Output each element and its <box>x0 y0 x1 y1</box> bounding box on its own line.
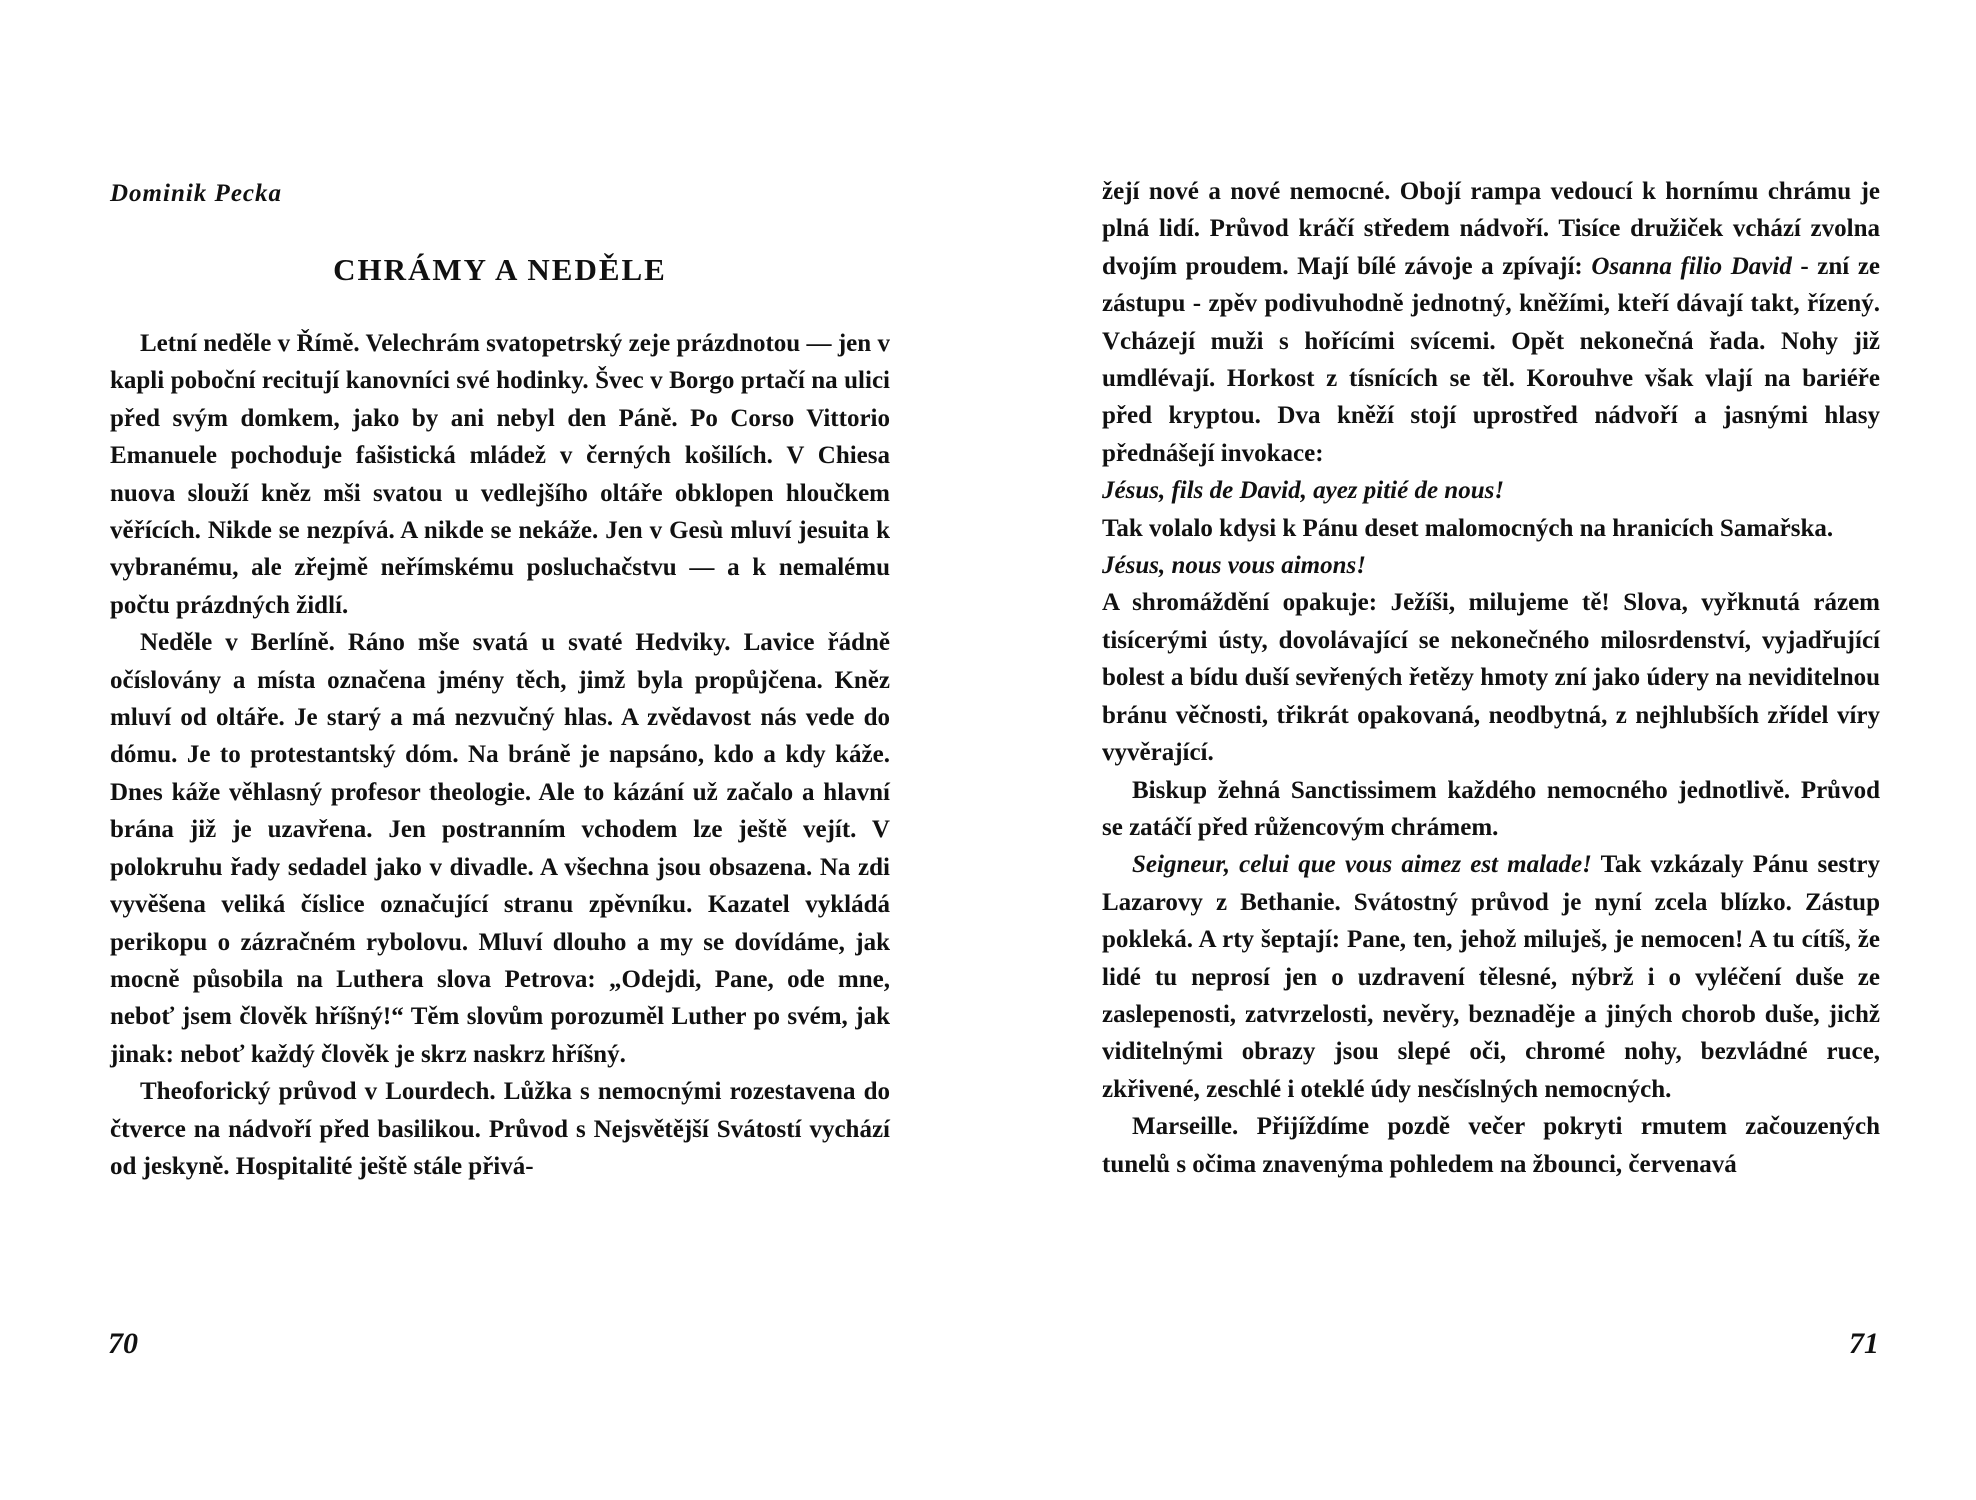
paragraph: A shromáždění opakuje: Ježíši, milujeme tě! Slova, vyřknutá rázem tisícerými ústy, dovolávající se nekonečného milosrdenství, vyjadřující bolest a bídu duší sevřených řetězy hmoty zní jako údery na neviditelnou bránu věčnosti, třikrát opakovaná, neodbytná, z nejhlubších zřídel víry vyvěrající. <box>1102 589 1880 767</box>
left-text-block <box>110 325 890 1185</box>
invocation: Jésus, nous vous aimons! <box>1102 552 1366 580</box>
paragraph <box>1102 173 1880 472</box>
latin-chant: Osanna filio David <box>1591 252 1792 280</box>
quote-italic: Seigneur, celui que vous aimez est malade! <box>1132 851 1592 879</box>
text-run: Tak vzkázaly Pánu sestry Lazarovy z Bethanie. Svátostný průvod je nyní zcela blízko. Zástup pokleká. A rty šeptají: Pane, ten, jehož miluješ, je nemocen! A tu cítíš, že lidé tu neprosí jen o uzdravení tělesné, nýbrž i o vyléčení duše ze zaslepenosti, zatvrzelosti, nevěry, beznaděje a jiných chorob duše, jichž viditelnými obrazy jsou slepé oči, chromé nohy, bezvládné ruce, zkřivené, zeschlé i oteklé údy nesčíslných nemocných. <box>1102 851 1880 1103</box>
page-number: 70 <box>108 1327 138 1360</box>
right-text-block <box>1102 173 1880 1183</box>
right-page <box>988 0 1976 1500</box>
page-number: 71 <box>1849 1327 1879 1360</box>
paragraph <box>1102 846 1880 1108</box>
paragraph: Marseille. Přijíždíme pozdě večer pokryti rmutem začouzených tunelů s očima znavenýma pohledem na žbounci, červenavá <box>1102 1113 1880 1178</box>
paragraph: Letní neděle v Římě. Velechrám svatopetrský zeje prázdnotou — jen v kapli poboční recitují kanovníci své hodinky. Švec v Borgo prtačí na ulici před svým domkem, jako by ani nebyl den Páně. Po Corso Vittorio Emanuele pochoduje fašistická mládež v černých košilích. V Chiesa nuova slouží kněz mši svatou u vedlejšího oltáře obklopen hloučkem věřících. Nikde se nezpívá. A nikde se nekáže. Jen v Gesù mluví jesuita k vybranému, ale zřejmě neřímskému posluchačstvu — a k nemalému počtu prázdných židlí. <box>110 330 890 619</box>
paragraph: Biskup žehná Sanctissimem každého nemocného jednotlivě. Průvod se zatáčí před růžencovým chrámem. <box>1102 776 1880 841</box>
text-run: - zní ze zástupu - zpěv podivuhodně jednotný, kněžími, kteří dávají takt, řízený. Vcházejí muži s hořícími svícemi. Opět nekonečná řada. Nohy již umdlévají. Horkost z tísnících se těl. Korouhve však vlají na bariéře před kryptou. Dva kněží stojí uprostřed nádvoří a jasnými hlasy přednášejí invokace: <box>1102 252 1881 467</box>
running-head-author: Dominik Pecka <box>110 180 283 207</box>
text-run: žejí nové a nové nemocné. Obojí rampa vedoucí k hornímu chrámu je plná lidí. Průvod kráčí středem nádvoří. Tisíce družiček vchází zvolna dvojím proudem. Mají bílé závoje a zpívají: <box>1102 178 1880 280</box>
paragraph: Theoforický průvod v Lourdech. Lůžka s nemocnými rozestavena do čtverce na nádvoří před basilikou. Průvod s Nejsvětější Svátostí vychází od jeskyně. Hospitalité ještě stále přivá- <box>110 1078 890 1180</box>
paragraph: Tak volalo kdysi k Pánu deset malomocných na hranicích Samařska. <box>1102 514 1834 542</box>
paragraph: Neděle v Berlíně. Ráno mše svatá u svaté Hedviky. Lavice řádně očíslovány a místa označena jmény těch, jimž byla propůjčena. Kněz mluví od oltáře. Je starý a má nezvučný hlas. A zvědavost nás vede do dómu. Je to protestantský dóm. Na bráně je napsáno, kdo a kdy káže. Dnes káže věhlasný profesor theologie. Ale to kázání už začalo a hlavní brána již je uzavřena. Jen postranním vchodem lze ještě vejít. V polokruhu řady sedadel jako v divadle. A všechna jsou obsazena. Na zdi vyvěšena veliká číslice označující stranu zpěvníku. Kazatel vykládá perikopu o zázračném rybolovu. Mluví dlouho a my se dovídáme, jak mocně působila na Luthera slova Petrova: „Odejdi, Pane, ode mne, neboť jsem člověk hříšný!“ Těm slovům porozuměl Luther po svém, jak jinak: neboť každý člověk je skrz naskrz hříšný. <box>110 629 890 1068</box>
invocation: Jésus, fils de David, ayez pitié de nous! <box>1102 477 1505 505</box>
chapter-title: CHRÁMY A NEDĚLE <box>333 252 667 287</box>
